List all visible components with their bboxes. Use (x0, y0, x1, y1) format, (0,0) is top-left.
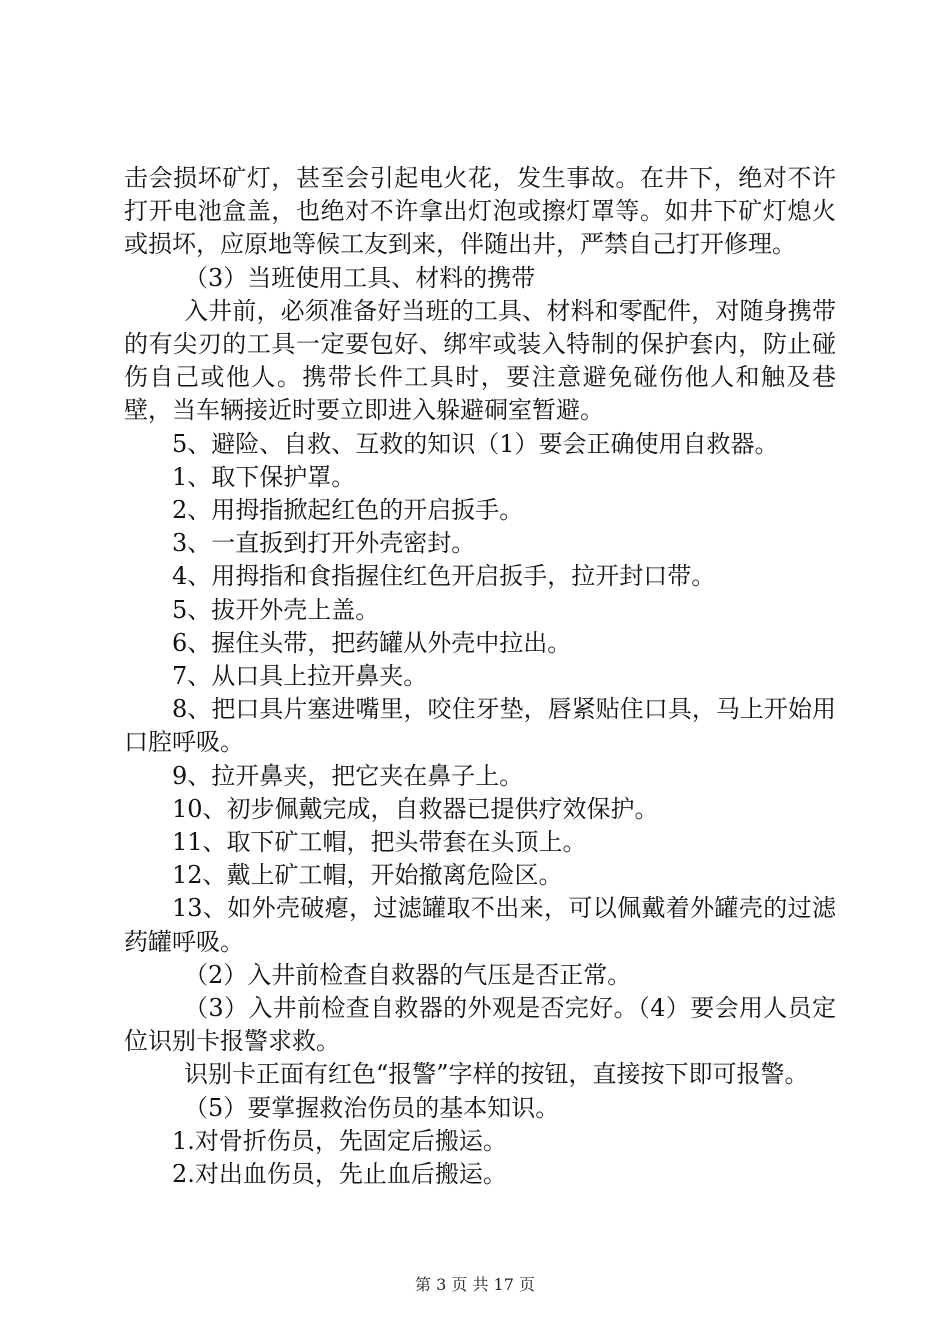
paragraph: 7、从口具上拉开鼻夹。 (172, 662, 428, 691)
paragraph: （3）当班使用工具、材料的携带 (184, 263, 536, 292)
paragraph: （5）要掌握救治伤员的基本知识。 (184, 1093, 560, 1122)
paragraph: （2）入井前检查自救器的气压是否正常。 (184, 960, 632, 989)
paragraph: 击会损坏矿灯，甚至会引起电火花，发生事故。在井下，绝对不许打开电池盒盖，也绝对不许拿出灯泡或擦灯罩等。如井下矿灯熄火或损坏，应原地等候工友到来，伴随出井，严禁自己打开修理。 (124, 164, 836, 259)
paragraph: 5、避险、自救、互救的知识（1）要会正确使用自救器。 (172, 429, 779, 458)
paragraph: 3、一直扳到打开外壳密封。 (172, 529, 476, 558)
paragraph: 6、握住头带，把药罐从外壳中拉出。 (172, 628, 572, 657)
paragraph: 13、如外壳破瘪，过滤罐取不出来，可以佩戴着外罐壳的过滤药罐呼吸。 (124, 894, 836, 956)
paragraph: 8、把口具片塞进嘴里，咬住牙垫，唇紧贴住口具，马上开始用口腔呼吸。 (124, 695, 836, 757)
paragraph: （3）入井前检查自救器的外观是否完好。（4）要会用人员定位识别卡报警求救。 (124, 994, 836, 1056)
paragraph: 1.对骨折伤员，先固定后搬运。 (172, 1126, 507, 1155)
paragraph: 5、拔开外壳上盖。 (172, 595, 380, 624)
paragraph: 10、初步佩戴完成，自救器已提供疗效保护。 (172, 794, 659, 823)
paragraph: 识别卡正面有红色“报警”字样的按钮，直接按下即可报警。 (184, 1060, 809, 1089)
paragraph: 4、用拇指和食指握住红色开启扳手，拉开封口带。 (172, 562, 716, 591)
document-body (124, 162, 836, 1191)
paragraph: 11、取下矿工帽，把头带套在头顶上。 (172, 828, 587, 857)
page-footer: 第 3 页 共 17 页 (415, 1275, 535, 1294)
paragraph: 2.对出血伤员，先止血后搬运。 (172, 1160, 507, 1189)
paragraph: 9、拉开鼻夹，把它夹在鼻子上。 (172, 761, 524, 790)
paragraph: 12、戴上矿工帽，开始撤离危险区。 (172, 861, 563, 890)
paragraph: 入井前，必须准备好当班的工具、材料和零配件，对随身携带的有尖刃的工具一定要包好、绑牢或装入特制的保护套内，防止碰伤自己或他人。携带长件工具时，要注意避免碰伤他人和触及巷壁，当车辆接近时要立即进入躲避硐室暂避。 (124, 296, 836, 425)
paragraph: 2、用拇指掀起红色的开启扳手。 (172, 496, 524, 525)
paragraph: 1、取下保护罩。 (172, 462, 356, 491)
